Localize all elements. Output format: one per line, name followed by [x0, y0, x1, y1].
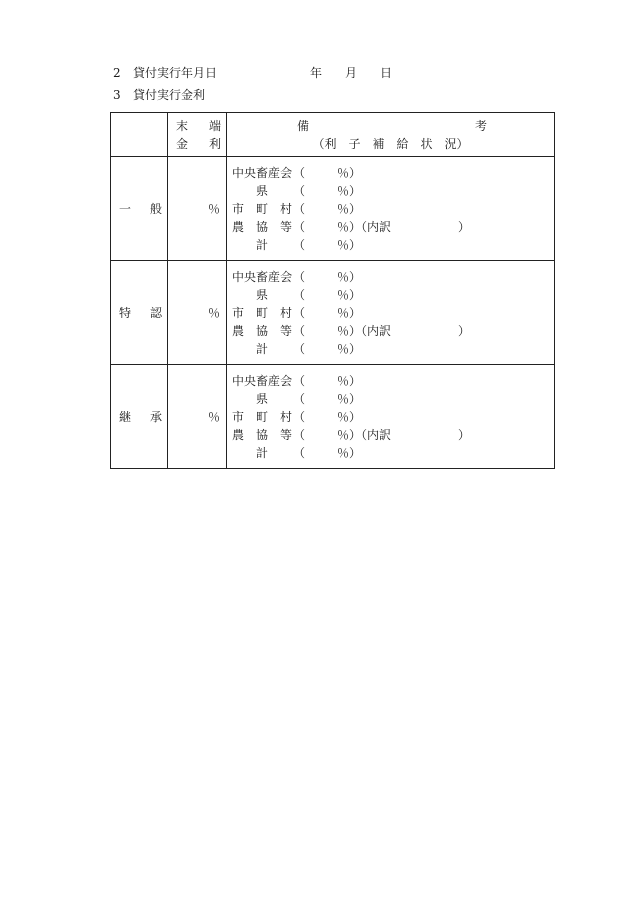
remark-label-char: 町 [255, 409, 268, 424]
remark-percent-close: ％） [337, 183, 362, 198]
remark-label [232, 164, 292, 182]
remark-label [232, 218, 292, 236]
remark-percent-close: ％） [337, 409, 362, 424]
remark-breakdown-label: （内訳 [355, 427, 392, 442]
header-rate-line-2 [168, 135, 226, 153]
remark-line [227, 236, 554, 254]
remark-label-char: 等 [279, 323, 292, 338]
remark-label-char: 等 [279, 219, 292, 234]
remark-open-paren: （ [293, 391, 306, 406]
remark-label [232, 236, 292, 254]
table-header-row [111, 113, 555, 157]
remark-label-char: 計 [255, 341, 268, 356]
remark-percent-close: ％） [337, 427, 362, 442]
table-body [111, 157, 555, 469]
remark-open-paren: （ [293, 269, 306, 284]
remark-percent-close: ％） [337, 373, 362, 388]
remark-breakdown-close-paren: ） [458, 427, 471, 442]
remark-label-char: 計 [255, 445, 268, 460]
remark-label-char: 央 [244, 269, 257, 284]
remark-label-char: 県 [255, 287, 268, 302]
remark-label [232, 182, 292, 200]
remark-percent-close: ％） [337, 323, 362, 338]
remark-open-paren: （ [293, 287, 306, 302]
remark-label [232, 444, 292, 462]
remark-open-paren: （ [293, 201, 306, 216]
item-label: 貸付実行年月日 [133, 66, 218, 80]
table-row [111, 365, 555, 469]
remark-percent-close: ％） [337, 165, 362, 180]
remark-label [232, 340, 292, 358]
category-label [111, 408, 167, 426]
remark-open-paren: （ [293, 219, 306, 234]
remark-label-char: 畜 [256, 269, 269, 284]
remark-open-paren: （ [293, 341, 306, 356]
remark-percent-close: ％） [337, 445, 362, 460]
remark-label-char: 会 [280, 269, 293, 284]
remark-line [227, 426, 554, 444]
rate-cell [168, 365, 227, 469]
remark-label [232, 322, 292, 340]
remark-label-char: 協 [255, 427, 268, 442]
remark-percent-close: ％） [337, 305, 362, 320]
rate-cell [168, 157, 227, 261]
remark-label-char: 市 [232, 305, 245, 320]
remark-breakdown-close-paren: ） [458, 219, 471, 234]
remarks-cell [227, 365, 555, 469]
header-remarks-char: 考 [474, 118, 487, 133]
rate-percent-unit: ％ [207, 202, 220, 216]
remark-percent-close: ％） [337, 341, 362, 356]
header-rate-char: 金 [176, 136, 189, 151]
category-cell [111, 157, 168, 261]
header-remarks-cell [227, 113, 555, 157]
date-unit-year: 年 [310, 66, 323, 80]
item-label: 貸付実行金利 [133, 88, 206, 102]
remark-percent-close: ％） [337, 201, 362, 216]
remark-open-paren: （ [293, 165, 306, 180]
category-char: 認 [149, 305, 162, 320]
remark-label-char: 畜 [256, 165, 269, 180]
remark-label-char: 計 [255, 237, 268, 252]
category-char: 特 [119, 305, 132, 320]
header-remarks-title [227, 117, 554, 135]
remarks-cell [227, 261, 555, 365]
category-char: 承 [149, 409, 162, 424]
remark-label-char: 村 [279, 305, 292, 320]
remark-label [232, 200, 292, 218]
remark-label-char: 市 [232, 201, 245, 216]
remark-label-char: 会 [280, 373, 293, 388]
item-number: 3 [113, 88, 121, 102]
rate-cell [168, 261, 227, 365]
item-number: 2 [113, 66, 121, 80]
remark-open-paren: （ [293, 373, 306, 388]
remark-line [227, 268, 554, 286]
remark-percent-close: ％） [337, 237, 362, 252]
category-char: 般 [149, 201, 162, 216]
remark-line [227, 200, 554, 218]
loan-rate-table [110, 112, 555, 469]
category-label [111, 304, 167, 322]
remark-label [232, 286, 292, 304]
header-blank-cell [111, 113, 168, 157]
remark-line [227, 304, 554, 322]
remark-breakdown-label: （内訳 [355, 219, 392, 234]
item-loan-rate [113, 86, 413, 104]
header-remarks-char: 備 [297, 118, 310, 133]
rate-percent-unit: ％ [207, 410, 220, 424]
header-remarks-subtitle: （利 子 補 給 状 況） [312, 136, 469, 151]
remark-open-paren: （ [293, 183, 306, 198]
table-row [111, 261, 555, 365]
remark-label-char: 産 [268, 165, 281, 180]
remark-label [232, 304, 292, 322]
remark-label-char: 農 [232, 323, 245, 338]
remark-label-char: 中 [232, 269, 245, 284]
remark-label-char: 中 [232, 373, 245, 388]
remark-open-paren: （ [293, 323, 306, 338]
category-char: 一 [119, 201, 132, 216]
remark-line [227, 390, 554, 408]
remark-open-paren: （ [293, 409, 306, 424]
header-rate-char: 端 [208, 118, 221, 133]
remark-percent-close: ％） [337, 219, 362, 234]
remark-open-paren: （ [293, 445, 306, 460]
remark-label [232, 268, 292, 286]
remark-label-char: 央 [244, 165, 257, 180]
header-rate-line-1 [168, 117, 226, 135]
remark-breakdown-close-paren: ） [458, 323, 471, 338]
remark-open-paren: （ [293, 305, 306, 320]
remark-label-char: 中 [232, 165, 245, 180]
item-loan-date [113, 64, 413, 82]
date-unit-month: 月 [345, 66, 358, 80]
remark-label [232, 390, 292, 408]
remark-label-char: 等 [279, 427, 292, 442]
remark-label-char: 畜 [256, 373, 269, 388]
remark-line [227, 372, 554, 390]
header-rate-cell [168, 113, 227, 157]
remarks-cell [227, 157, 555, 261]
category-cell [111, 261, 168, 365]
remark-line [227, 444, 554, 462]
remark-label [232, 372, 292, 390]
table-header [111, 113, 555, 157]
remark-open-paren: （ [293, 237, 306, 252]
remark-line [227, 286, 554, 304]
remark-label-char: 県 [255, 391, 268, 406]
remark-label-char: 産 [268, 269, 281, 284]
remark-label-char: 村 [279, 201, 292, 216]
remark-label [232, 426, 292, 444]
remark-label-char: 農 [232, 219, 245, 234]
remark-label-char: 会 [280, 165, 293, 180]
remark-percent-close: ％） [337, 269, 362, 284]
remark-label-char: 協 [255, 219, 268, 234]
category-char: 継 [119, 409, 132, 424]
remark-line [227, 164, 554, 182]
category-cell [111, 365, 168, 469]
remark-label [232, 408, 292, 426]
remark-line [227, 182, 554, 200]
header-rate-char: 利 [208, 136, 221, 151]
remark-line [227, 218, 554, 236]
remark-label-char: 町 [255, 201, 268, 216]
remark-line [227, 322, 554, 340]
remark-line [227, 408, 554, 426]
remark-label-char: 村 [279, 409, 292, 424]
remark-label-char: 央 [244, 373, 257, 388]
remark-label-char: 産 [268, 373, 281, 388]
date-unit-day: 日 [380, 66, 393, 80]
remark-line [227, 340, 554, 358]
remark-label-char: 農 [232, 427, 245, 442]
rate-percent-unit: ％ [207, 306, 220, 320]
category-label [111, 200, 167, 218]
remark-open-paren: （ [293, 427, 306, 442]
header-rate-char: 末 [176, 118, 189, 133]
table-row [111, 157, 555, 261]
remark-label-char: 協 [255, 323, 268, 338]
remark-label-char: 県 [255, 183, 268, 198]
remark-label-char: 町 [255, 305, 268, 320]
remark-percent-close: ％） [337, 287, 362, 302]
remark-percent-close: ％） [337, 391, 362, 406]
remark-label-char: 市 [232, 409, 245, 424]
remark-breakdown-label: （内訳 [355, 323, 392, 338]
